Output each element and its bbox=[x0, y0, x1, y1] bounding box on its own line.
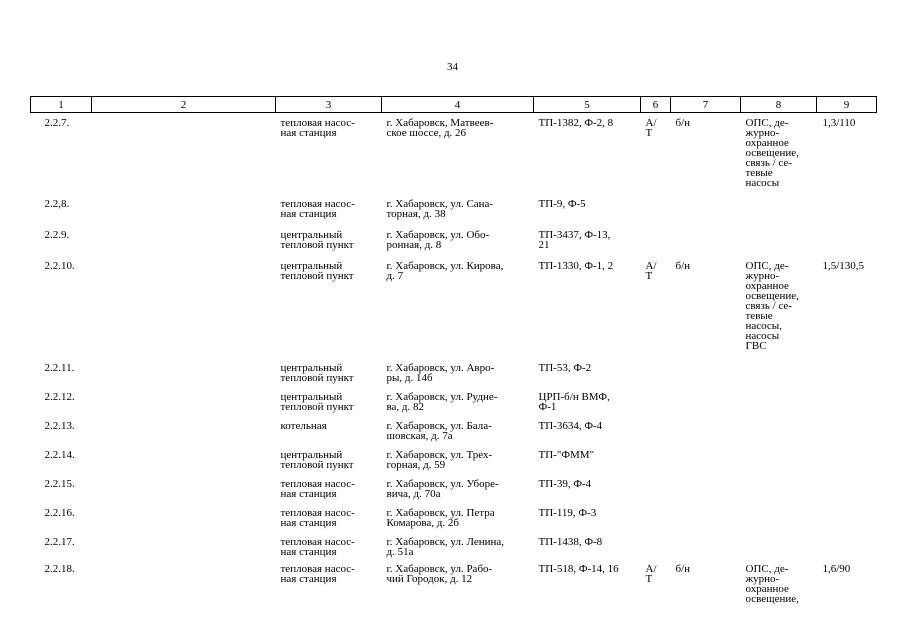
facility-type: центральный тепловой пункт bbox=[280, 260, 354, 282]
row-col2 bbox=[92, 387, 276, 416]
facility-address: г. Хабаровск, ул. Рудне- ва, д. 82 bbox=[386, 391, 498, 413]
facility-address: г. Хабаровск, Матвеев- ское шоссе, д. 26 bbox=[386, 117, 494, 139]
row-col8 bbox=[741, 416, 817, 445]
facility-address: г. Хабаровск, ул. Уборе- вича, д. 70а bbox=[386, 478, 499, 500]
row-col2 bbox=[92, 474, 276, 503]
facility-address: г. Хабаровск, ул. Сана- торная, д. 38 bbox=[386, 198, 494, 220]
row-col8 bbox=[741, 358, 817, 387]
substation-feeder: ТП-3437, Ф-13, 21 bbox=[538, 229, 611, 251]
row-col9: 1,6/90 bbox=[822, 563, 851, 575]
row-col6 bbox=[641, 503, 671, 532]
row-number: 2.2.18. bbox=[44, 563, 75, 575]
column-header-5: 5 bbox=[534, 97, 641, 113]
row-col8: ОПС, де- журно- охранное освещение, bbox=[745, 563, 799, 604]
row-col9 bbox=[817, 532, 877, 561]
facility-address: г. Хабаровск, ул. Авро- ры, д. 14б bbox=[386, 362, 495, 384]
facility-type: тепловая насос- ная станция bbox=[280, 536, 355, 558]
row-col2 bbox=[92, 416, 276, 445]
row-col2 bbox=[92, 561, 276, 604]
substation-feeder: ТП-"ФММ" bbox=[538, 449, 595, 461]
facility-address: г. Хабаровск, ул. Бала- шовская, д. 7а bbox=[386, 420, 492, 442]
table-row bbox=[31, 474, 877, 503]
row-col2 bbox=[92, 503, 276, 532]
row-number: 2.2.13. bbox=[44, 420, 75, 432]
facility-type: центральный тепловой пункт bbox=[280, 391, 354, 413]
page-number: 34 bbox=[447, 61, 458, 73]
row-col8: ОПС, де- журно- охранное освещение, связь / се- тевые насосы bbox=[745, 117, 799, 189]
column-header-6: 6 bbox=[641, 97, 671, 113]
row-col6 bbox=[641, 194, 671, 225]
row-col7: б/н bbox=[675, 260, 691, 272]
facility-type: центральный тепловой пункт bbox=[280, 449, 354, 471]
row-number: 2.2.7. bbox=[44, 117, 70, 129]
row-col9 bbox=[817, 358, 877, 387]
row-col7 bbox=[671, 194, 741, 225]
facility-address: г. Хабаровск, ул. Обо- ронная, д. 8 bbox=[386, 229, 490, 251]
row-col9 bbox=[817, 445, 877, 474]
facility-type: тепловая насос- ная станция bbox=[280, 563, 355, 585]
column-header-3: 3 bbox=[276, 97, 382, 113]
row-col9 bbox=[817, 194, 877, 225]
facility-type: котельная bbox=[280, 420, 327, 432]
row-col7: б/н bbox=[675, 117, 691, 129]
substation-feeder: ТП-39, Ф-4 bbox=[538, 478, 592, 490]
substation-feeder: ТП-518, Ф-14, 16 bbox=[538, 563, 619, 575]
row-col8 bbox=[741, 387, 817, 416]
row-col9: 1,5/130,5 bbox=[822, 260, 865, 272]
row-col8 bbox=[741, 445, 817, 474]
substation-feeder: ТП-3634, Ф-4 bbox=[538, 420, 603, 432]
row-col6 bbox=[641, 445, 671, 474]
facility-address: г. Хабаровск, ул. Рабо- чий Городок, д. 12 bbox=[386, 563, 493, 585]
table-row bbox=[31, 358, 877, 387]
table-row bbox=[31, 561, 877, 604]
row-col2 bbox=[92, 194, 276, 225]
row-col2 bbox=[92, 225, 276, 256]
column-header-2: 2 bbox=[92, 97, 276, 113]
facility-type: тепловая насос- ная станция bbox=[280, 117, 355, 139]
row-col2 bbox=[92, 445, 276, 474]
table-row bbox=[31, 225, 877, 256]
row-number: 2.2.12. bbox=[44, 391, 75, 403]
row-col7 bbox=[671, 358, 741, 387]
row-col9: 1,3/110 bbox=[822, 117, 856, 129]
row-col7 bbox=[671, 416, 741, 445]
row-number: 2.2,8. bbox=[44, 198, 70, 210]
row-col7 bbox=[671, 225, 741, 256]
table-row bbox=[31, 113, 877, 195]
substation-feeder: ТП-1330, Ф-1, 2 bbox=[538, 260, 614, 272]
facility-address: г. Хабаровск, ул. Трех- горная, д. 59 bbox=[386, 449, 493, 471]
row-col7 bbox=[671, 532, 741, 561]
row-number: 2.2.15. bbox=[44, 478, 75, 490]
row-col6: А/ Т bbox=[645, 563, 657, 585]
column-header-9: 9 bbox=[817, 97, 877, 113]
substation-feeder: ЦРП-б/н ВМФ, Ф-1 bbox=[538, 391, 610, 413]
table-row bbox=[31, 194, 877, 225]
facility-address: г. Хабаровск, ул. Ленина, д. 51а bbox=[386, 536, 504, 558]
row-number: 2.2.10. bbox=[44, 260, 75, 272]
row-col6 bbox=[641, 358, 671, 387]
facility-address: г. Хабаровск, ул. Петра Комарова, д. 2б bbox=[386, 507, 495, 529]
row-col2 bbox=[92, 256, 276, 358]
table-row bbox=[31, 503, 877, 532]
row-col2 bbox=[92, 358, 276, 387]
row-number: 2.2.11. bbox=[44, 362, 75, 374]
row-col9 bbox=[817, 474, 877, 503]
facility-type: тепловая насос- ная станция bbox=[280, 478, 355, 500]
row-number: 2.2.16. bbox=[44, 507, 75, 519]
table-row bbox=[31, 445, 877, 474]
row-col2 bbox=[92, 532, 276, 561]
column-header-4: 4 bbox=[382, 97, 534, 113]
column-header-8: 8 bbox=[741, 97, 817, 113]
table-row bbox=[31, 256, 877, 358]
facilities-table bbox=[30, 96, 877, 604]
row-col6 bbox=[641, 532, 671, 561]
row-col9 bbox=[817, 503, 877, 532]
row-col8 bbox=[741, 474, 817, 503]
row-col6 bbox=[641, 387, 671, 416]
row-col6 bbox=[641, 474, 671, 503]
substation-feeder: ТП-1382, Ф-2, 8 bbox=[538, 117, 614, 129]
substation-feeder: ТП-53, Ф-2 bbox=[538, 362, 592, 374]
row-col8 bbox=[741, 194, 817, 225]
row-col6 bbox=[641, 225, 671, 256]
facility-type: центральный тепловой пункт bbox=[280, 362, 354, 384]
row-col7 bbox=[671, 387, 741, 416]
table-row bbox=[31, 416, 877, 445]
facility-type: тепловая насос- ная станция bbox=[280, 198, 355, 220]
row-col6: А/ Т bbox=[645, 117, 657, 139]
row-col9 bbox=[817, 225, 877, 256]
row-col8: ОПС, де- журно- охранное освещение, связь / се- тевые насосы, насосы ГВС bbox=[745, 260, 799, 352]
facility-type: центральный тепловой пункт bbox=[280, 229, 354, 251]
column-header-7: 7 bbox=[671, 97, 741, 113]
row-col6 bbox=[641, 416, 671, 445]
row-col9 bbox=[817, 387, 877, 416]
row-number: 2.2.17. bbox=[44, 536, 75, 548]
table-body bbox=[31, 113, 877, 605]
row-number: 2.2.9. bbox=[44, 229, 70, 241]
row-col6: А/ Т bbox=[645, 260, 657, 282]
table-header-row bbox=[31, 97, 877, 113]
row-col2 bbox=[92, 113, 276, 195]
facility-address: г. Хабаровск, ул. Кирова, д. 7 bbox=[386, 260, 504, 282]
row-col7 bbox=[671, 445, 741, 474]
substation-feeder: ТП-9, Ф-5 bbox=[538, 198, 586, 210]
facility-type: тепловая насос- ная станция bbox=[280, 507, 355, 529]
row-col7 bbox=[671, 474, 741, 503]
row-col8 bbox=[741, 532, 817, 561]
column-header-1: 1 bbox=[31, 97, 92, 113]
row-col8 bbox=[741, 225, 817, 256]
table-row bbox=[31, 532, 877, 561]
row-col7: б/н bbox=[675, 563, 691, 575]
row-number: 2.2.14. bbox=[44, 449, 75, 461]
row-col7 bbox=[671, 503, 741, 532]
substation-feeder: ТП-1438, Ф-8 bbox=[538, 536, 603, 548]
substation-feeder: ТП-119, Ф-3 bbox=[538, 507, 597, 519]
table-row bbox=[31, 387, 877, 416]
row-col9 bbox=[817, 416, 877, 445]
row-col8 bbox=[741, 503, 817, 532]
